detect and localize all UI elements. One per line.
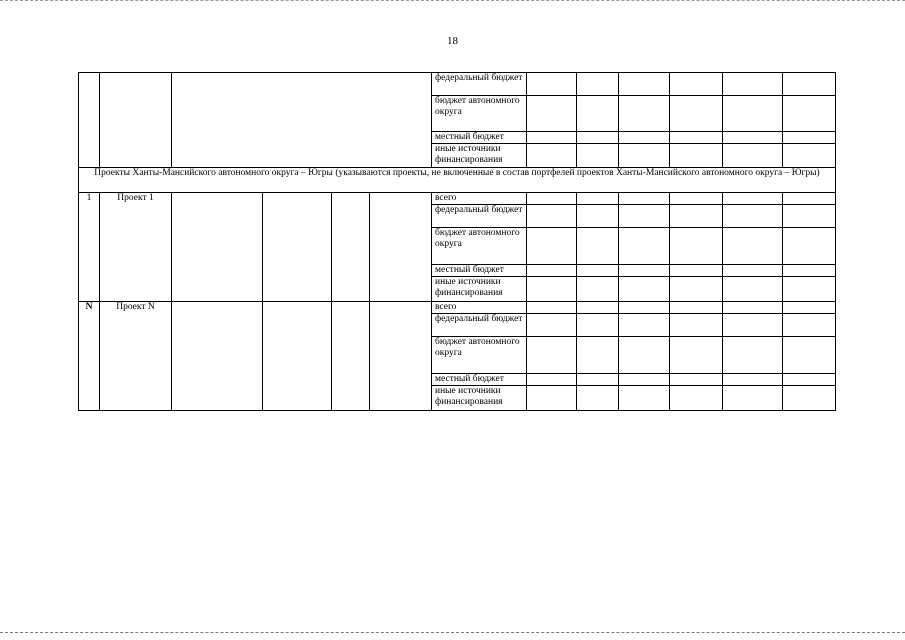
table-row [79,302,836,314]
funding-source-cell: иные источники финансирования [432,386,527,411]
table-row [79,73,836,96]
funding-table [78,72,836,411]
funding-source-cell: иные источники финансирования [432,144,527,168]
funding-source-cell: бюджет автономного округа [432,96,527,132]
funding-source-cell: бюджет автономного округа [432,228,527,265]
project-number: 1 [79,193,100,302]
table-cell [100,73,172,168]
page-number: 18 [447,35,458,47]
funding-source-cell: всего [432,193,527,205]
funding-source-cell: иные источники финансирования [432,277,527,302]
funding-source-cell: всего [432,302,527,314]
scan-edge-top [0,0,905,3]
table-cell [79,73,100,168]
section-title: Проекты Ханты-Мансийского автономного округа – Югры (указываются проекты, не включенные в состав портфелей проектов Ханты-Мансийского автономного округа – Югры) [79,168,836,193]
funding-source-cell: федеральный бюджет [432,205,527,228]
funding-source-cell: федеральный бюджет [432,314,527,337]
funding-source-cell: бюджет автономного округа [432,337,527,374]
project-name: Проект 1 [100,193,172,302]
section-row [79,168,836,193]
funding-source-cell: местный бюджет [432,265,527,277]
scan-edge-bottom [0,632,905,635]
funding-source-cell: местный бюджет [432,132,527,144]
table-row [79,193,836,205]
project-number: N [79,302,100,411]
funding-source-cell: местный бюджет [432,374,527,386]
table-cell [172,73,432,168]
funding-source-cell: федеральный бюджет [432,73,527,96]
project-name: Проект N [100,302,172,411]
